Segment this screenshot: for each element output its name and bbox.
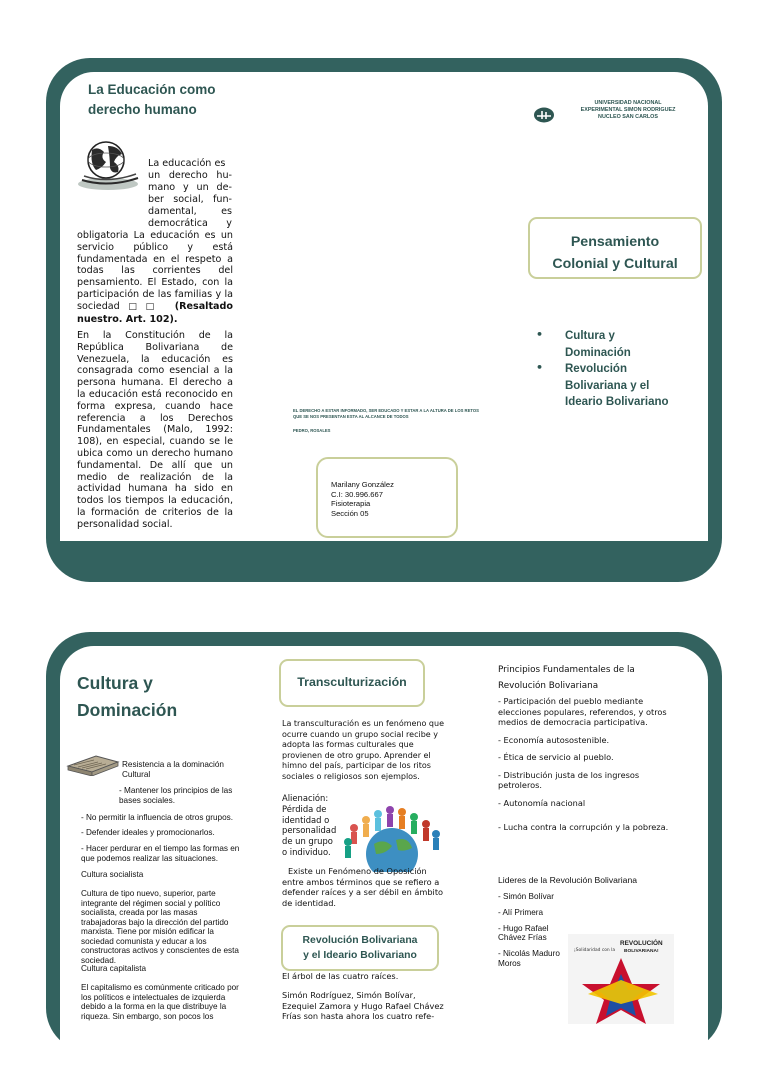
list-item: - Nicolás Maduro Moros bbox=[498, 949, 560, 968]
title-line: Revolución Bolivariana bbox=[302, 935, 418, 946]
author-box bbox=[316, 457, 458, 538]
paragraph-text: obligatoria La educación es un servicio público y está fundamentada en el respeto a todas las corrientes del pensamiento. El Estado, con la participación de las familias y la sociedad bbox=[77, 230, 233, 312]
alienation-text bbox=[282, 793, 336, 858]
leaders-roots-text: Simón Rodríguez, Simón Bolívar, Ezequiel Zamora y Hugo Rafael Chávez Frías son hasta ahora los cuatro refe- bbox=[282, 990, 444, 1022]
resistance-list bbox=[81, 786, 247, 864]
list-item: - Hugo Rafael Chávez Frías bbox=[498, 923, 549, 943]
main-title bbox=[530, 231, 700, 275]
author-id: C.I: 30.996.667 bbox=[331, 489, 383, 499]
transculturation-text: La transculturación es un fenómeno que ocurre cuando un grupo social recibe y adopta las formas culturales que provienen de otro grupo. Aprender el himno del país, participar de los ritos sociales o religiosos son ejemplos. bbox=[282, 719, 444, 781]
list-item: - Alí Primera bbox=[498, 907, 544, 917]
title-line: Pensamiento bbox=[570, 234, 660, 250]
transculturation-title: Transculturización bbox=[297, 675, 407, 689]
revolution-title bbox=[283, 934, 437, 963]
leaders-list bbox=[498, 892, 562, 969]
list-item: - Hacer perdurar en el tiempo las formas en que podemos realizar las situaciones. bbox=[81, 844, 240, 863]
alienation-line: de un grupo bbox=[282, 836, 333, 847]
bullet-dot: • bbox=[536, 328, 544, 341]
list-item: - Defender ideales y promocionarlos. bbox=[81, 828, 215, 838]
list-item: - Lucha contra la corrupción y la pobreza. bbox=[498, 822, 669, 832]
title-line: Cultura y bbox=[77, 673, 153, 693]
constitution-paragraph: En la Constitución de la República Bolivariana de Venezuela, la educación es consagrada como esencial a la persona humana. El derecho a la educación está reconocido en forma expresa, cuando hace referencia a los Derechos Fundamentales (Malo, 1992: 108), en especial, cuando se le ubica como un derecho humano fundamental. De allí que un medio de realización de la actividad humana ha sido en todos los tiempos la educación, la formación de criterios de la personalidad social. bbox=[77, 330, 233, 530]
list-item: - Simón Bolívar bbox=[498, 892, 554, 901]
title-line: Colonial y Cultural bbox=[552, 256, 678, 272]
list-item: - Ética de servicio al pueblo. bbox=[498, 752, 614, 762]
bullet-dot: • bbox=[536, 361, 544, 374]
bullet-line: Bolivariana y el bbox=[565, 379, 650, 392]
bullet-line: Dominación bbox=[565, 346, 631, 359]
alienation-line: o individuo. bbox=[282, 846, 331, 857]
alienation-line: Alienación: bbox=[282, 793, 329, 803]
text-line: mano y un de- bbox=[148, 181, 232, 193]
university-name bbox=[566, 100, 690, 121]
author-name: Marilany González bbox=[331, 480, 394, 489]
leaders-heading: Lideres de la Revolución Bolivariana bbox=[498, 875, 638, 885]
heading-line: Cultural bbox=[122, 769, 151, 779]
globe-icon bbox=[74, 140, 142, 192]
poster-text-bolivariana: BOLIVARIANA! bbox=[624, 949, 659, 954]
capitalist-text: El capitalismo es comúnmente criticado por los políticos e intelectuales de izquierda debido a la forma en la que distribuye la riqueza. Sin embargo, son pocos los bbox=[81, 983, 239, 1021]
culture-title bbox=[77, 670, 177, 724]
alienation-line: identidad o bbox=[282, 814, 330, 825]
list-item: - Economía autosostenible. bbox=[498, 734, 610, 745]
alienation-line: Pérdida de bbox=[282, 803, 327, 814]
capitalist-heading: Cultura capitalista bbox=[81, 964, 147, 973]
university-line: NUCLEO SAN CARLOS bbox=[598, 114, 658, 120]
socialist-heading: Cultura socialista bbox=[81, 870, 144, 879]
world-people-image bbox=[340, 800, 444, 872]
quote-text: EL DERECHO A ESTAR INFORMADO, SER EDUCADO Y ESTAR A LA ALTURA DE LOS RETOS QUE SE NOS PRESENTAN ESTA AL ALCANCE DE TODOS bbox=[293, 408, 479, 419]
list-item: - Mantener los principios de las bases sociales. bbox=[119, 786, 233, 805]
poster-text-revolution: REVOLUCIÓN bbox=[620, 940, 663, 947]
bullet-line: Cultura y bbox=[565, 330, 615, 342]
education-paragraph-continued bbox=[77, 230, 233, 325]
title-line: y el Ideario Bolivariano bbox=[303, 949, 417, 961]
bullet-revolution bbox=[565, 361, 669, 411]
university-line: UNIVERSIDAD NACIONAL bbox=[594, 100, 662, 106]
list-item: - Participación del pueblo mediante elecciones populares, referendos, y otros medios de democracia participativa. bbox=[498, 696, 667, 727]
opposition-text: Existe un Fenómeno de Oposición entre ambos términos que se refiero a defender raíces y a ser débil en ámbito de identidad. bbox=[282, 866, 444, 908]
author-info bbox=[331, 480, 394, 518]
title-line: Dominación bbox=[77, 700, 178, 720]
text-line: ber social, fun- bbox=[148, 193, 232, 205]
heading-line: Resistencia a la dominación bbox=[122, 760, 224, 769]
book-icon bbox=[66, 752, 120, 776]
list-item: - Autonomía nacional bbox=[498, 797, 586, 808]
main-title-box bbox=[528, 217, 702, 279]
author-section: Sección 05 bbox=[331, 508, 369, 518]
alienation-line: personalidad bbox=[282, 825, 337, 836]
principles-heading: Principios Fundamentales de la Revolución Bolivariana bbox=[498, 665, 635, 691]
socialist-text: Cultura de tipo nuevo, superior, parte integrante del régimen social y político socialista, creada por las masas trabajadoras bajo la dirección del partido marxista. Tiene por misión edificar la sociedad comunista y educar a los constructoras activos y conscientes de esta sociedad. bbox=[81, 889, 239, 965]
bullet-line: Revolución bbox=[565, 363, 627, 375]
education-paragraph-wrapped bbox=[148, 158, 232, 229]
bullet-culture bbox=[565, 328, 631, 361]
principles-list bbox=[498, 696, 670, 833]
list-item: - Distribución justa de los ingresos petroleros. bbox=[498, 769, 640, 790]
text-line: un derecho hu- bbox=[148, 169, 232, 181]
university-logo-icon bbox=[533, 107, 555, 123]
revolution-poster-image bbox=[568, 934, 674, 1024]
placeholder-glyphs: □□ bbox=[119, 301, 163, 312]
bullet-line: Ideario Bolivariano bbox=[565, 396, 669, 408]
citation-bold: (Resaltado nuestro. Art. 102). bbox=[77, 300, 233, 325]
author-career: Fisioterapia bbox=[331, 499, 371, 509]
list-item: - No permitir la influencia de otros grupos. bbox=[81, 812, 233, 822]
revolution-box bbox=[281, 925, 439, 971]
text-line: democrática y bbox=[148, 217, 232, 229]
text-line: damental, es bbox=[148, 205, 232, 217]
university-line: EXPERIMENTAL SIMON RODRIGUEZ bbox=[580, 107, 676, 113]
quote-author: PEDRO, ROSALES bbox=[293, 428, 331, 433]
text-line: La educación es bbox=[148, 158, 226, 169]
poster-text-solidarity: ¡Solidaridad con la bbox=[574, 948, 616, 953]
education-title: La Educación como derecho humano bbox=[88, 82, 216, 117]
transculturation-box bbox=[279, 659, 425, 707]
tree-roots-text: El árbol de las cuatro raíces. bbox=[282, 971, 399, 981]
resistance-heading bbox=[122, 760, 224, 780]
